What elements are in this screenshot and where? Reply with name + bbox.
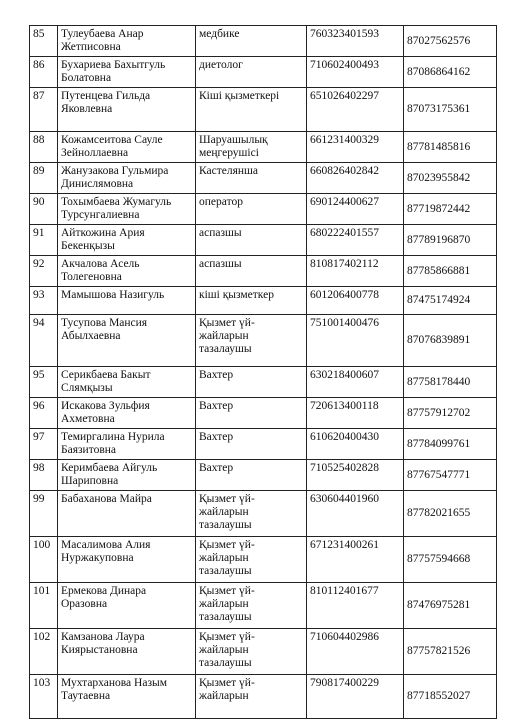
table-row	[30, 163, 497, 194]
employee-position: Вахтер	[196, 460, 307, 491]
employee-iin: 601206400778	[307, 287, 404, 315]
table-row	[30, 88, 497, 132]
row-number: 93	[30, 287, 58, 315]
table-row	[30, 583, 497, 629]
table-row	[30, 398, 497, 429]
employee-position: Қызмет үй-жайларын тазалаушы	[196, 537, 307, 583]
employee-name: Серикбаева Бакыт Слямқызы	[58, 367, 196, 398]
employee-position: Шаруашылық меңгерушісі	[196, 132, 307, 163]
table-row	[30, 225, 497, 256]
employee-phone: 87767547771	[404, 460, 497, 491]
employee-iin: 630604401960	[307, 491, 404, 537]
row-number: 97	[30, 429, 58, 460]
employee-phone: 87027562576	[404, 26, 497, 57]
row-number: 96	[30, 398, 58, 429]
employee-position: диетолог	[196, 57, 307, 88]
employee-iin: 630218400607	[307, 367, 404, 398]
row-number: 86	[30, 57, 58, 88]
table-row	[30, 194, 497, 225]
employee-phone: 87476975281	[404, 583, 497, 629]
table-row	[30, 629, 497, 675]
employee-iin: 690124400627	[307, 194, 404, 225]
employee-position: Вахтер	[196, 398, 307, 429]
table-row	[30, 315, 497, 367]
employee-phone: 87073175361	[404, 88, 497, 132]
table-row	[30, 367, 497, 398]
employee-iin: 790817400229	[307, 675, 404, 719]
table-row	[30, 26, 497, 57]
employee-name: Искакова Зульфия Ахметовна	[58, 398, 196, 429]
table-row	[30, 57, 497, 88]
employee-iin: 720613400118	[307, 398, 404, 429]
employee-name: Бухариева Бахытгуль Болатовна	[58, 57, 196, 88]
employee-name: Тохымбаева Жумагуль Турсунгалиевна	[58, 194, 196, 225]
row-number: 88	[30, 132, 58, 163]
employee-iin: 710602400493	[307, 57, 404, 88]
employee-position: кіші қызметкер	[196, 287, 307, 315]
employee-phone: 87086864162	[404, 57, 497, 88]
employee-phone: 87023955842	[404, 163, 497, 194]
employee-name: Кожамсеитова Сауле Зейноллаевна	[58, 132, 196, 163]
employee-name: Айткожина Ария Бекенқызы	[58, 225, 196, 256]
employee-position: Қызмет үй-жайларын тазалаушы	[196, 583, 307, 629]
employee-iin: 660826402842	[307, 163, 404, 194]
row-number: 87	[30, 88, 58, 132]
employee-position: Кастеляншa	[196, 163, 307, 194]
employee-name: Путенцева Гильда Яковлевна	[58, 88, 196, 132]
employee-position: оператор	[196, 194, 307, 225]
table-row	[30, 460, 497, 491]
employee-iin: 651026402297	[307, 88, 404, 132]
employee-name: Мамышова Назигуль	[58, 287, 196, 315]
table-row	[30, 132, 497, 163]
employee-name: Тулеубаева Анар Жетписовна	[58, 26, 196, 57]
row-number: 94	[30, 315, 58, 367]
employee-phone: 87757594668	[404, 537, 497, 583]
employee-position: Вахтер	[196, 429, 307, 460]
employee-name: Масалимова Алия Нуржакуповна	[58, 537, 196, 583]
employee-phone: 87789196870	[404, 225, 497, 256]
table-row	[30, 537, 497, 583]
row-number: 103	[30, 675, 58, 719]
row-number: 92	[30, 256, 58, 287]
table-row	[30, 429, 497, 460]
staff-table	[29, 25, 497, 719]
employee-name: Жанузакова Гульмира Динислямовна	[58, 163, 196, 194]
row-number: 102	[30, 629, 58, 675]
employee-phone: 87719872442	[404, 194, 497, 225]
employee-position: Қызмет үй-жайларын тазалаушы	[196, 315, 307, 367]
employee-phone: 87718552027	[404, 675, 497, 719]
table-row	[30, 256, 497, 287]
employee-iin: 710604402986	[307, 629, 404, 675]
employee-iin: 760323401593	[307, 26, 404, 57]
row-number: 98	[30, 460, 58, 491]
employee-name: Акчалова Асель Толегеновна	[58, 256, 196, 287]
row-number: 91	[30, 225, 58, 256]
employee-iin: 810817402112	[307, 256, 404, 287]
employee-iin: 680222401557	[307, 225, 404, 256]
row-number: 100	[30, 537, 58, 583]
employee-phone: 87076839891	[404, 315, 497, 367]
employee-phone: 87781485816	[404, 132, 497, 163]
employee-position: Қызмет үй-жайларын	[196, 675, 307, 719]
employee-phone: 87757821526	[404, 629, 497, 675]
employee-phone: 87782021655	[404, 491, 497, 537]
row-number: 89	[30, 163, 58, 194]
employee-iin: 751001400476	[307, 315, 404, 367]
employee-name: Темиргалина Нурила Баязитовна	[58, 429, 196, 460]
table-row	[30, 491, 497, 537]
employee-name: Керимбаева Айгуль Шариповна	[58, 460, 196, 491]
employee-position: Кіші қызметкері	[196, 88, 307, 132]
employee-iin: 610620400430	[307, 429, 404, 460]
employee-position: Қызмет үй-жайларын тазалаушы	[196, 629, 307, 675]
employee-phone: 87757912702	[404, 398, 497, 429]
employee-name: Камзанова Лаура Киярыстановна	[58, 629, 196, 675]
employee-phone: 87784099761	[404, 429, 497, 460]
employee-name: Мухтарханова Назым Таутаевна	[58, 675, 196, 719]
employee-name: Бабаханова Майра	[58, 491, 196, 537]
row-number: 90	[30, 194, 58, 225]
table-row	[30, 287, 497, 315]
employee-iin: 661231400329	[307, 132, 404, 163]
employee-phone: 87475174924	[404, 287, 497, 315]
employee-phone: 87785866881	[404, 256, 497, 287]
row-number: 95	[30, 367, 58, 398]
employee-iin: 810112401677	[307, 583, 404, 629]
staff-table-body	[30, 26, 497, 719]
employee-position: Қызмет үй-жайларын тазалаушы	[196, 491, 307, 537]
employee-position: аспазшы	[196, 256, 307, 287]
employee-phone: 87758178440	[404, 367, 497, 398]
employee-iin: 671231400261	[307, 537, 404, 583]
row-number: 85	[30, 26, 58, 57]
row-number: 101	[30, 583, 58, 629]
employee-name: Тусупова Мансия Абылхаевна	[58, 315, 196, 367]
employee-iin: 710525402828	[307, 460, 404, 491]
table-row	[30, 675, 497, 719]
employee-name: Ермекова Динара Оразовна	[58, 583, 196, 629]
employee-position: аспазшы	[196, 225, 307, 256]
employee-position: Вахтер	[196, 367, 307, 398]
employee-position: медбике	[196, 26, 307, 57]
row-number: 99	[30, 491, 58, 537]
